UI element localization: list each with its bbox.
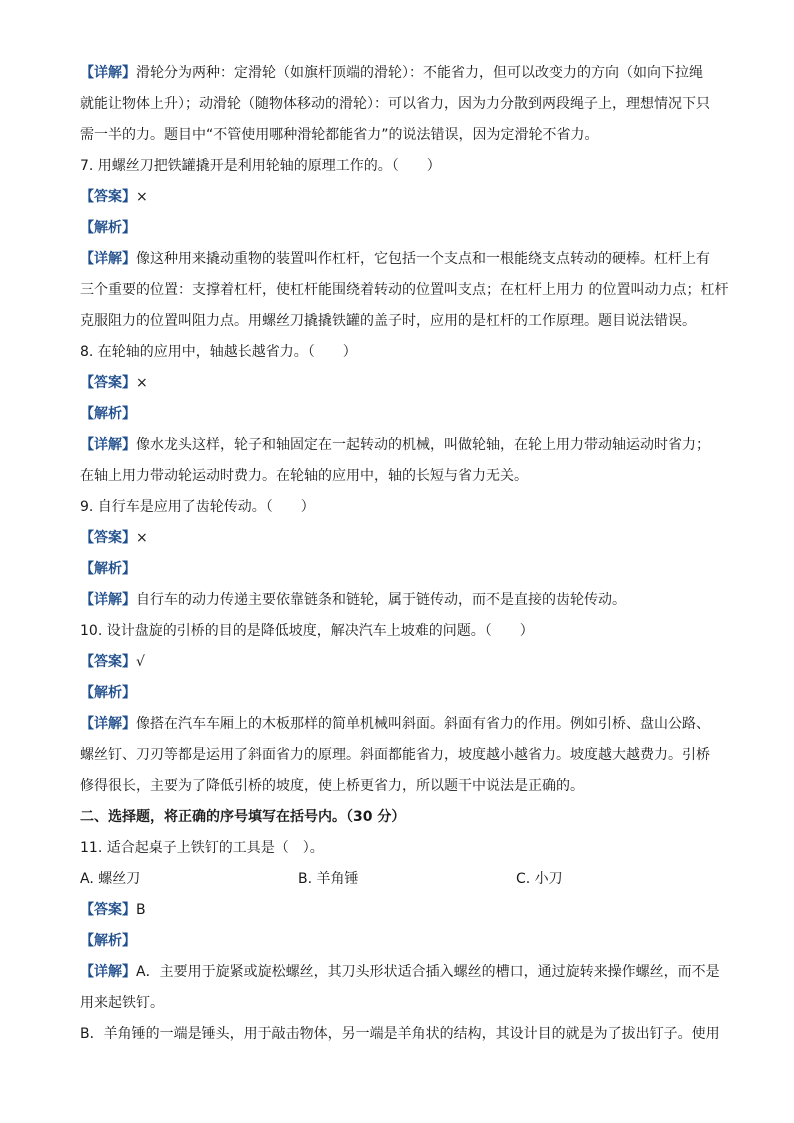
option-c: C. 小刀 bbox=[516, 871, 563, 887]
analysis-tag: 【解析】 bbox=[80, 561, 136, 577]
question-8: 8. 在轮轴的应用中，轴越长越省力。（ ） bbox=[80, 344, 357, 360]
detail-tag: 【详解】 bbox=[80, 592, 136, 608]
analysis-tag: 【解析】 bbox=[80, 933, 136, 949]
detail-tag: 【详解】 bbox=[80, 65, 136, 81]
answer-tag: 【答案】 bbox=[80, 530, 136, 546]
answer-value: B bbox=[136, 902, 146, 918]
answer-line bbox=[80, 647, 714, 678]
answer-value: × bbox=[136, 189, 148, 205]
detail-line bbox=[80, 709, 714, 740]
analysis-tag: 【解析】 bbox=[80, 685, 136, 701]
options-row bbox=[80, 864, 714, 895]
analysis-tag: 【解析】 bbox=[80, 406, 136, 422]
answer-value: √ bbox=[136, 654, 145, 670]
detail-line: 克服阻力的位置叫阻力点。用螺丝刀撬撬铁罐的盖子时，应用的是杠杆的工作原理。题目说法错误。 bbox=[80, 313, 696, 329]
question-9: 9. 自行车是应用了齿轮传动。（ ） bbox=[80, 499, 315, 515]
question-11: 11. 适合起桌子上铁钉的工具是（ ）。 bbox=[80, 840, 324, 856]
detail-line: 修得很长，主要为了降低引桥的坡度，使上桥更省力，所以题干中说法是正确的。 bbox=[80, 778, 584, 794]
detail-line: 三个重要的位置：支撑着杠杆，使杠杆能围绕着转动的位置叫支点；在杠杆上用力 的位置叫动力点；杠杆 bbox=[80, 282, 729, 298]
detail-text: 像搭在汽车车厢上的木板那样的简单机械叫斜面。斜面有省力的作用。例如引桥、盘山公路、 bbox=[136, 716, 710, 732]
detail-line: 需一半的力。题目中“不管使用哪种滑轮都能省力”的说法错误，因为定滑轮不省力。 bbox=[80, 127, 599, 143]
detail-line bbox=[80, 244, 714, 275]
answer-line bbox=[80, 182, 714, 213]
detail-tag: 【详解】 bbox=[80, 716, 136, 732]
detail-line bbox=[80, 58, 714, 89]
detail-text: 自行车的动力传递主要依靠链条和链轮，属于链传动，而不是直接的齿轮传动。 bbox=[136, 592, 626, 608]
detail-line bbox=[80, 430, 714, 461]
detail-line bbox=[80, 585, 714, 616]
detail-text: A．主要用于旋紧或旋松螺丝，其刀头形状适合插入螺丝的槽口，通过旋转来操作螺丝，而不是 bbox=[136, 964, 720, 980]
detail-text: 滑轮分为两种：定滑轮（如旗杆顶端的滑轮）：不能省力，但可以改变力的方向（如向下拉绳 bbox=[136, 65, 703, 81]
answer-tag: 【答案】 bbox=[80, 902, 136, 918]
option-b: B. 羊角锤 bbox=[298, 871, 359, 887]
analysis-tag: 【解析】 bbox=[80, 220, 136, 236]
answer-value: × bbox=[136, 375, 148, 391]
answer-value: × bbox=[136, 530, 148, 546]
detail-tag: 【详解】 bbox=[80, 964, 136, 980]
detail-line: 就能让物体上升）；动滑轮（随物体移动的滑轮）：可以省力，因为力分散到两段绳子上，理想情况下只 bbox=[80, 96, 710, 112]
answer-tag: 【答案】 bbox=[80, 189, 136, 205]
answer-tag: 【答案】 bbox=[80, 375, 136, 391]
detail-text: 像这种用来撬动重物的装置叫作杠杆，它包括一个支点和一根能绕支点转动的硬棒。杠杆上有 bbox=[136, 251, 710, 267]
option-a: A. 螺丝刀 bbox=[80, 871, 141, 887]
question-7: 7. 用螺丝刀把铁罐撬开是利用轮轴的原理工作的。（ ） bbox=[80, 158, 441, 174]
detail-line: 用来起铁钉。 bbox=[80, 995, 164, 1011]
answer-line bbox=[80, 895, 714, 926]
detail-tag: 【详解】 bbox=[80, 251, 136, 267]
detail-line: B．羊角锤的一端是锤头，用于敲击物体，另一端是羊角状的结构，其设计目的就是为了拔出钉子。使用 bbox=[80, 1026, 720, 1042]
detail-text: 像水龙头这样，轮子和轴固定在一起转动的机械，叫做轮轴，在轮上用力带动轴运动时省力； bbox=[136, 437, 710, 453]
section-heading: 二、选择题，将正确的序号填写在括号内。（30 分） bbox=[80, 809, 406, 825]
answer-line bbox=[80, 523, 714, 554]
detail-tag: 【详解】 bbox=[80, 437, 136, 453]
answer-tag: 【答案】 bbox=[80, 654, 136, 670]
question-10: 10. 设计盘旋的引桥的目的是降低坡度，解决汽车上坡难的问题。（ ） bbox=[80, 623, 534, 639]
detail-line bbox=[80, 957, 720, 988]
answer-line bbox=[80, 368, 714, 399]
detail-line: 螺丝钉、刀刃等都是运用了斜面省力的原理。斜面都能省力，坡度越小越省力。坡度越大越费力。引桥 bbox=[80, 747, 710, 763]
detail-line: 在轴上用力带动轮运动时费力。在轮轴的应用中，轴的长短与省力无关。 bbox=[80, 468, 528, 484]
